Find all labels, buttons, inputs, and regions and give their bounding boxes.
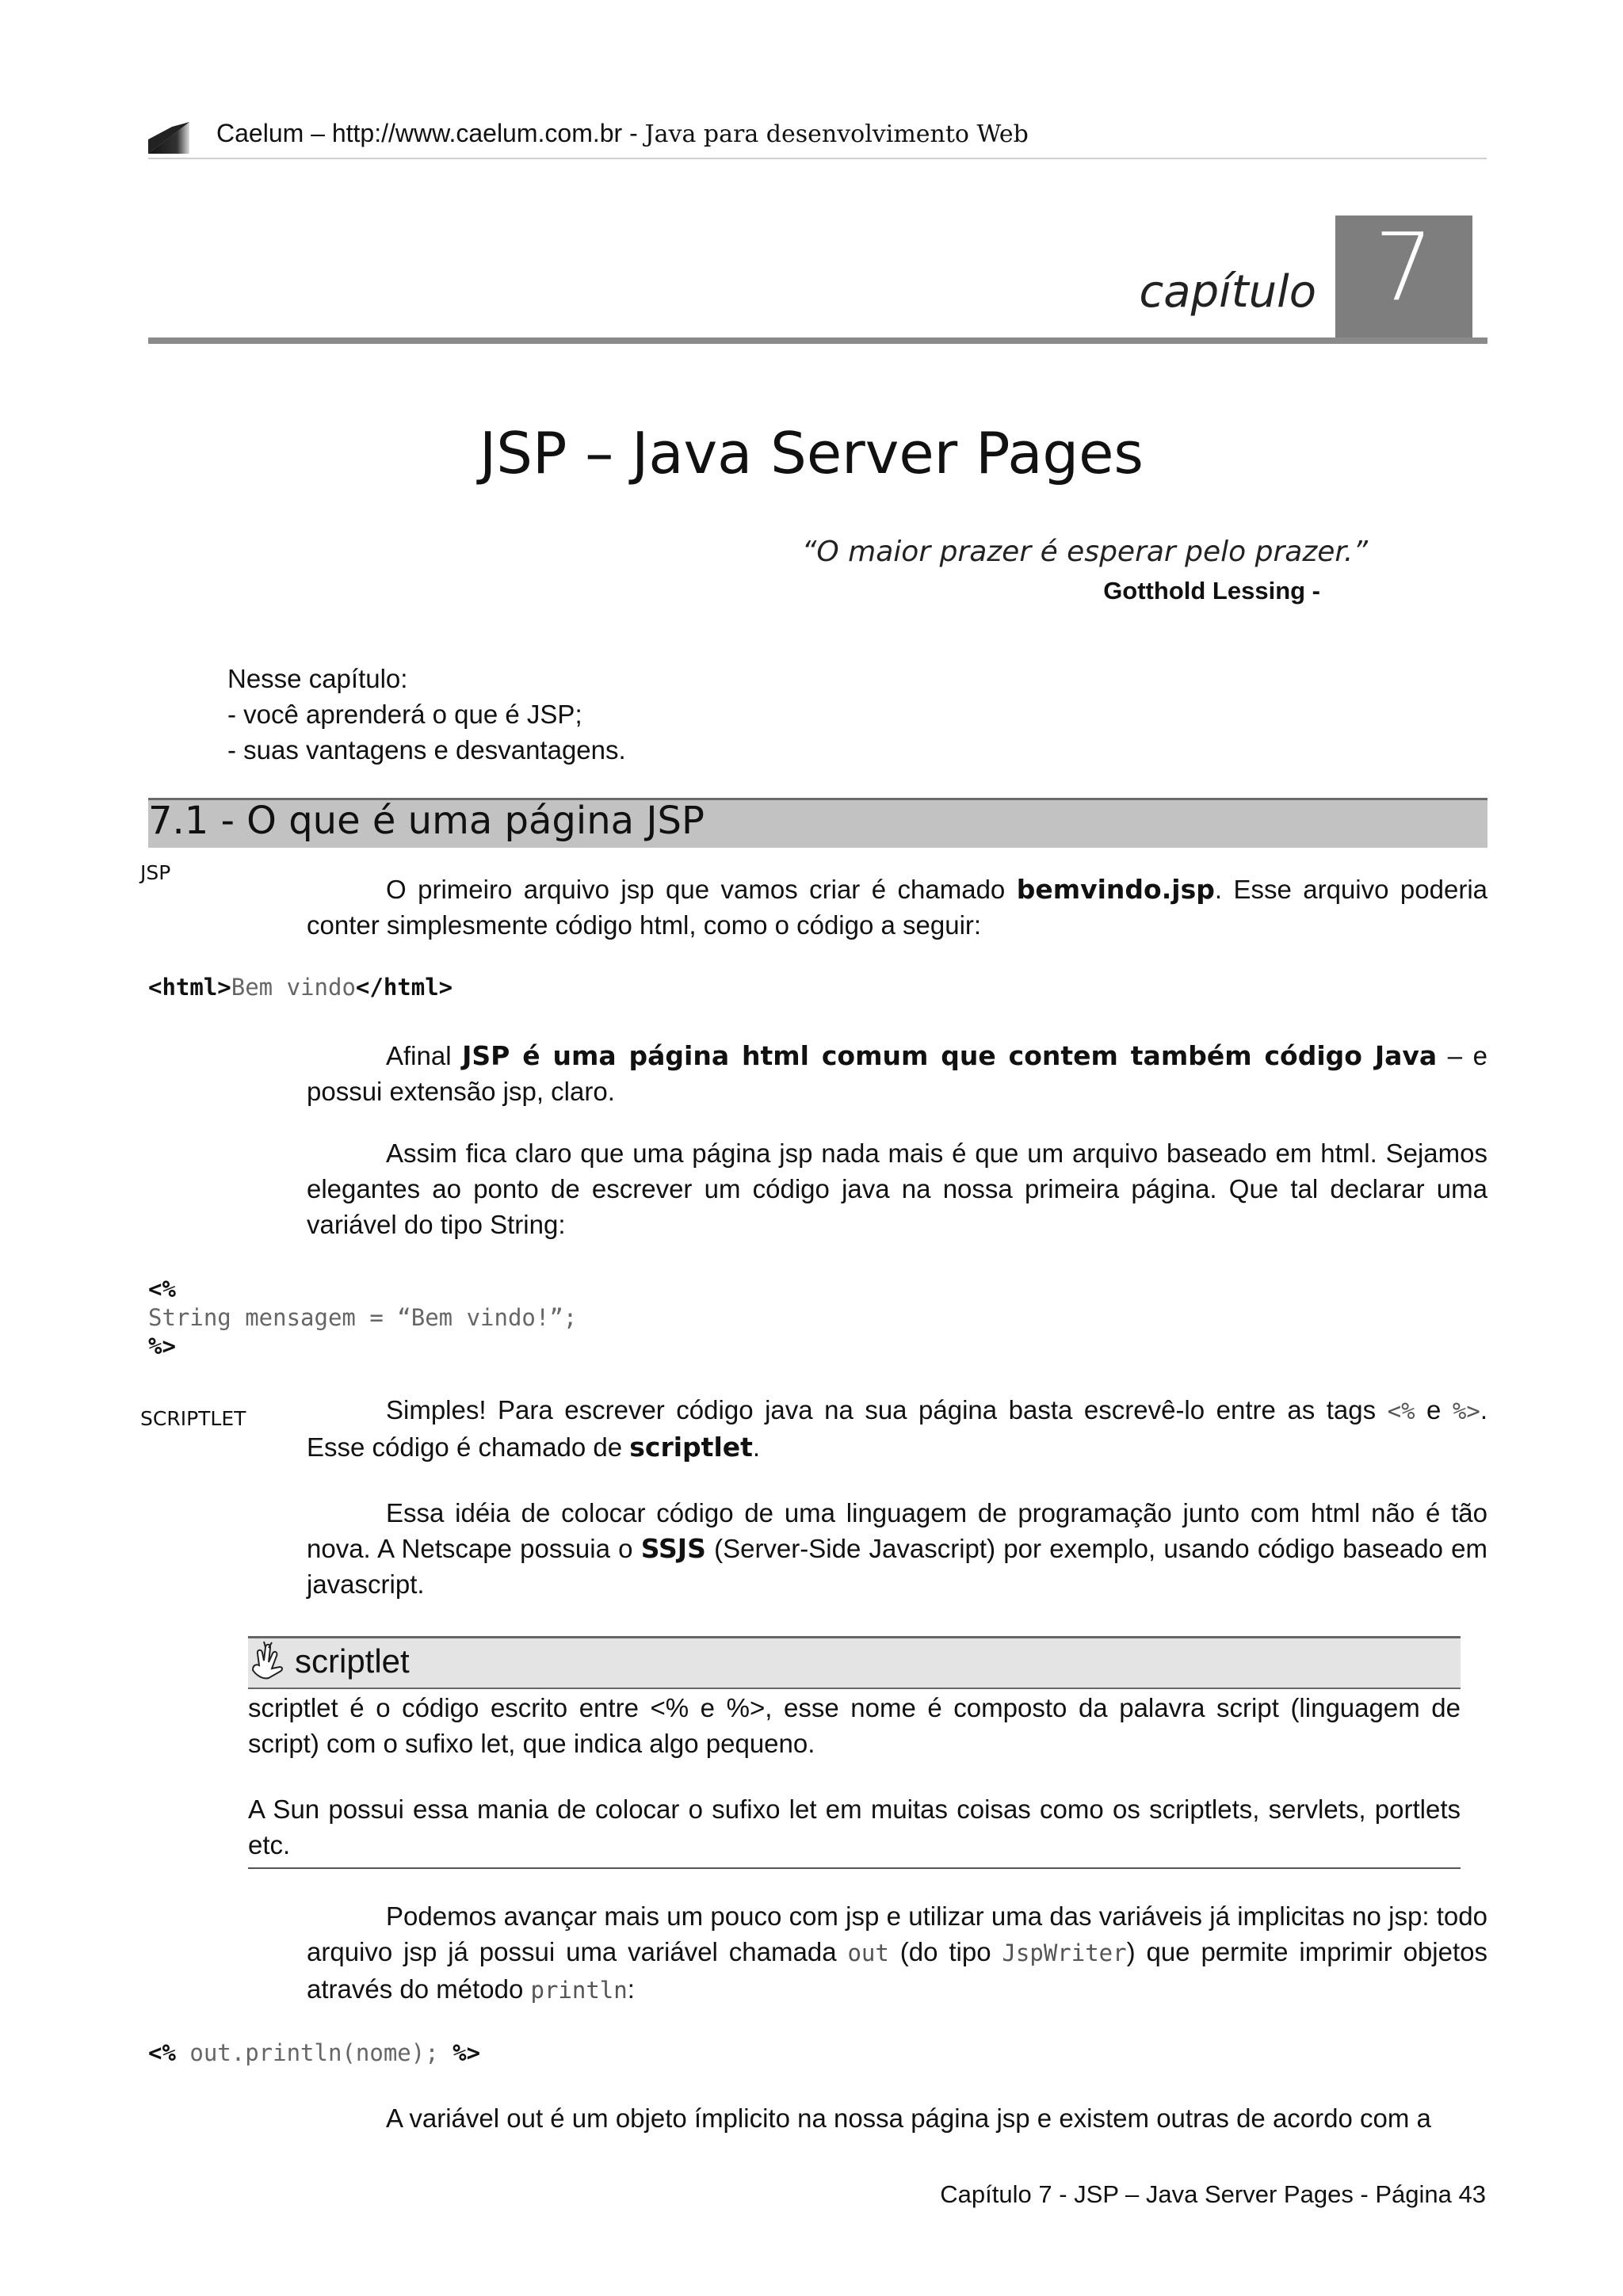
intro-heading: Nesse capítulo:: [227, 664, 408, 693]
epigraph-author: Gotthold Lessing -: [1103, 577, 1320, 605]
paragraph-2: Afinal JSP é uma página html comum que contem também código Java – e possui extensão jsp, claro.: [307, 1040, 1488, 1106]
section-title: 7.1 - O que é uma página JSP: [148, 799, 705, 843]
margin-note-jsp: JSP: [140, 861, 171, 884]
chapter-label: capítulo: [1139, 266, 1316, 318]
caelum-logo-icon: [148, 122, 189, 154]
intro-item: - suas vantagens e desvantagens.: [227, 735, 626, 765]
box-paragraph-2: A Sun possui essa mania de colocar o sufixo let em muitas coisas como os scriptlets, servlets, portlets etc.: [248, 1794, 1461, 1859]
box-header: [248, 1638, 1461, 1689]
code-html: <html>Bem vindo</html>: [148, 974, 453, 1001]
box-bottom-rule: [248, 1867, 1461, 1869]
intro-item: - você aprenderá o que é JSP;: [227, 700, 582, 729]
epigraph-quote: “O maior prazer é esperar pelo prazer.”: [801, 536, 1368, 568]
header-rule: [148, 158, 1487, 159]
hand-pointer-icon: [248, 1638, 292, 1686]
running-head-site: Caelum – http://www.caelum.com.br -: [216, 119, 645, 147]
chapter-rule: [148, 338, 1487, 344]
paragraph-6: Podemos avançar mais um pouco com jsp e utilizar uma das variáveis já implicitas no jsp: todo arquivo jsp já possui uma variável chamada out (do tipo JspWriter) que permite imprimir objetos através do método println:: [307, 1901, 1487, 2004]
code-println: <% out.println(nome); %>: [148, 2039, 481, 2066]
box-paragraph-1: scriptlet é o código escrito entre <% e %>, esse nome é composto da palavra script (linguagem de script) com o sufixo let, que indica algo pequeno.: [248, 1693, 1461, 1758]
chapter-title: JSP – Java Server Pages: [479, 420, 1144, 486]
running-head: [216, 119, 1029, 148]
chapter-number: 7: [1373, 212, 1434, 322]
paragraph-4: Simples! Para escrever código java na sua página basta escrevê-lo entre as tags <% e %>. Esse código é chamado de scriptlet.: [307, 1395, 1487, 1463]
paragraph-5: Essa idéia de colocar código de uma linguagem de programação junto com html não é tão nova. A Netscape possuia o SSJS (Server-Side Javascript) por exemplo, usando código baseado em javascript.: [307, 1498, 1487, 1599]
chapter-intro: [227, 661, 626, 768]
code-scriptlet-declaration: <% String mensagem = “Bem vindo!”; %>: [148, 1276, 578, 1360]
page-footer: Capítulo 7 - JSP – Java Server Pages - Página 43: [940, 2180, 1486, 2208]
running-head-book: Java para desenvolvimento Web: [644, 120, 1029, 148]
paragraph-1: O primeiro arquivo jsp que vamos criar é chamado bemvindo.jsp. Esse arquivo poderia conter simplesmente código html, como o código a seguir:: [307, 874, 1487, 940]
margin-note-scriptlet: SCRIPTLET: [140, 1407, 246, 1430]
box-title: scriptlet: [295, 1642, 410, 1680]
paragraph-7: A variável out é um objeto ímplicito na nossa página jsp e existem outras de acordo com a: [386, 2103, 1431, 2133]
paragraph-3: Assim fica claro que uma página jsp nada mais é que um arquivo baseado em html. Sejamos elegantes ao ponto de escrever um código java na nossa primeira página. Que tal declarar uma variável do tipo String:: [307, 1138, 1487, 1239]
